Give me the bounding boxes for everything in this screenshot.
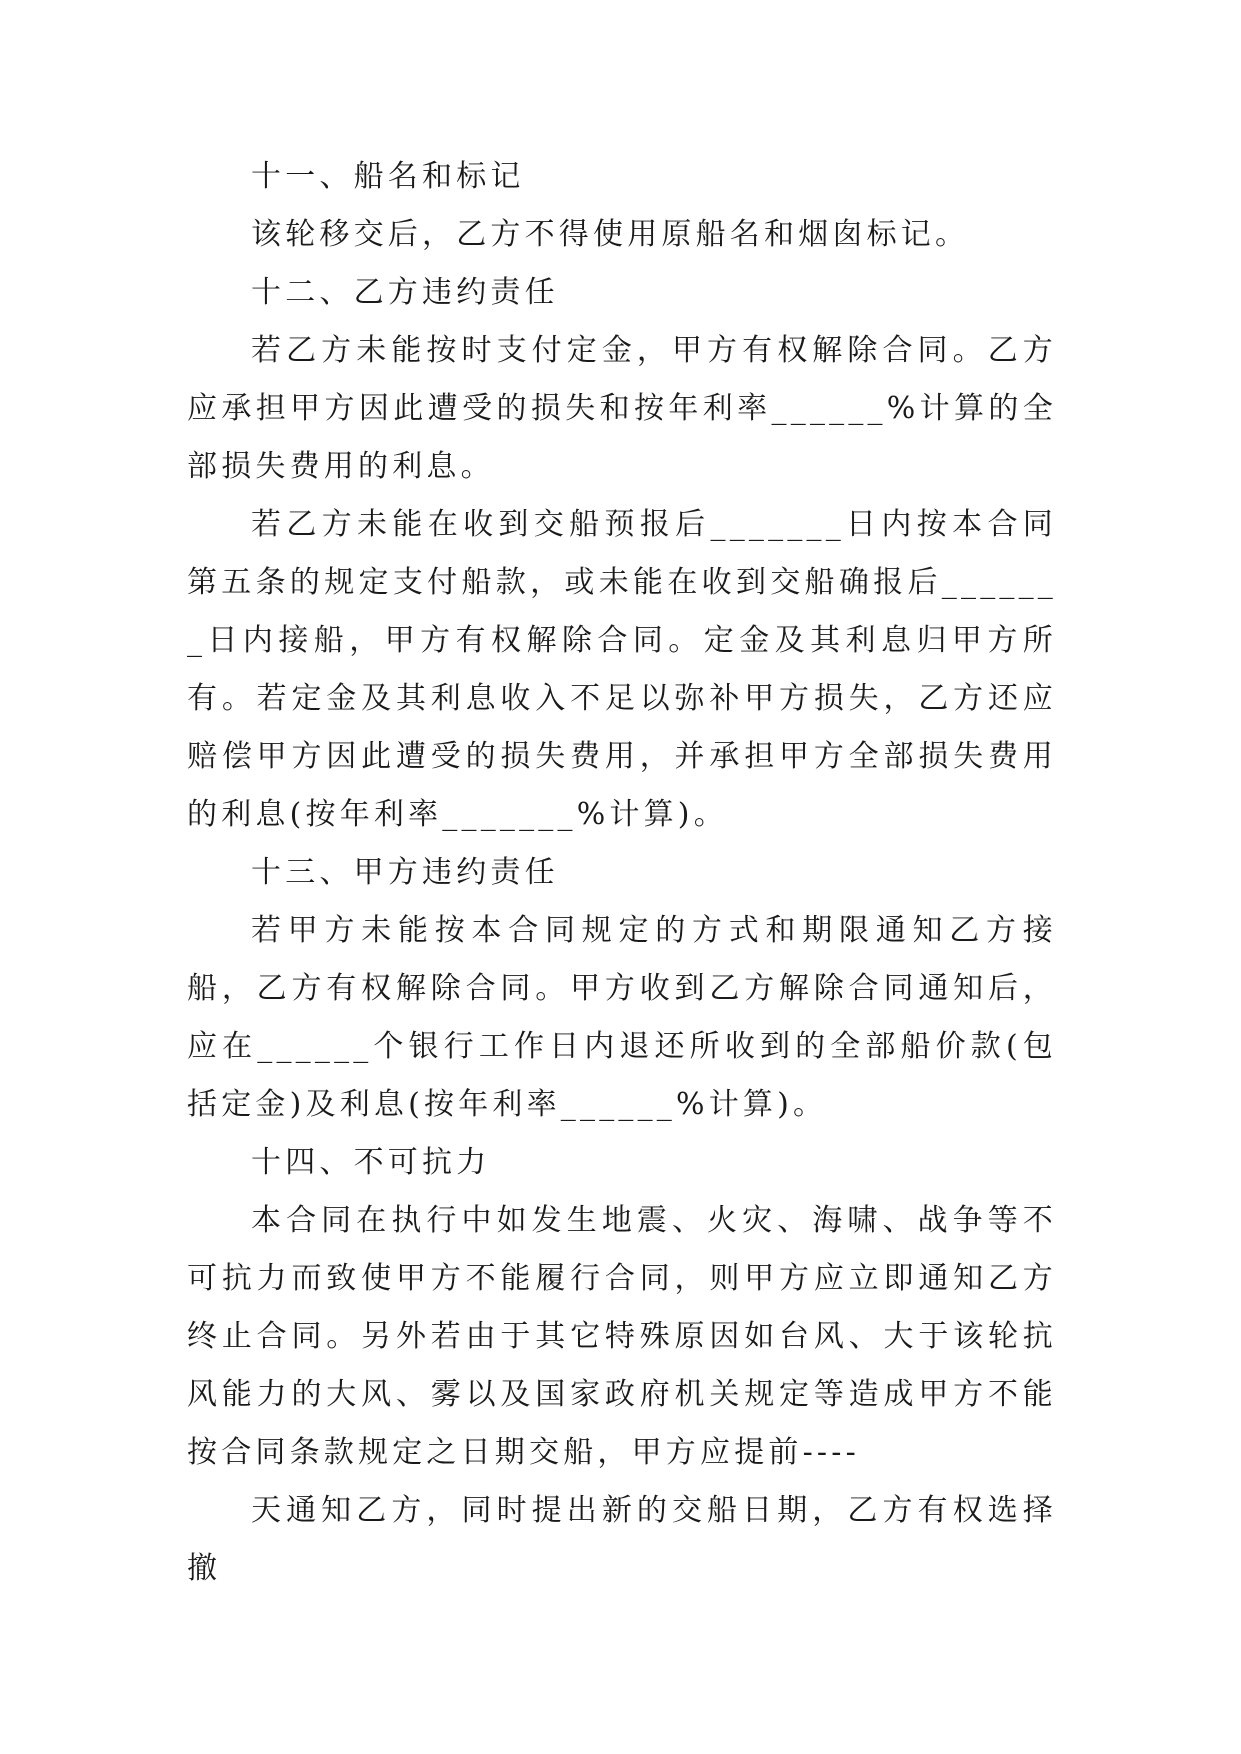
paragraph-force-majeure: 本合同在执行中如发生地震、火灾、海啸、战争等不可抗力而致使甲方不能履行合同，则甲方应立即通知乙方终止合同。另外若由于其它特殊原因如台风、大于该轮抗风能力的大风、雾以及国家政府机关规定等造成甲方不能按合同条款规定之日期交船，甲方应提前---- [187, 1203, 1057, 1470]
paragraph-notice: 天通知乙方，同时提出新的交船日期，乙方有权选择撤 [187, 1493, 1057, 1586]
section-heading-12: 十二、乙方违约责任 [251, 275, 559, 310]
paragraph-deposit-default: 若乙方未能按时支付定金，甲方有权解除合同。乙方应承担甲方因此遭受的损失和按年利率______%计算的全部损失费用的利息。 [187, 333, 1057, 484]
paragraph-payment-default: 若乙方未能在收到交船预报后_______日内按本合同第五条的规定支付船款，或未能在收到交船确报后_______日内接船，甲方有权解除合同。定金及其利息归甲方所有。若定金及其利息收入不足以弥补甲方损失，乙方还应赔偿甲方因此遭受的损失费用，并承担甲方全部损失费用的利息(按年利率_______%计算)。 [187, 507, 1057, 832]
section-heading-14: 十四、不可抗力 [251, 1145, 491, 1180]
paragraph-seller-default: 若甲方未能按本合同规定的方式和期限通知乙方接船，乙方有权解除合同。甲方收到乙方解除合同通知后，应在______个银行工作日内退还所收到的全部船价款(包括定金)及利息(按年利率______%计算)。 [187, 913, 1057, 1122]
section-heading-11: 十一、船名和标记 [251, 159, 525, 194]
section-heading-13: 十三、甲方违约责任 [251, 855, 559, 890]
paragraph-ship-name: 该轮移交后，乙方不得使用原船名和烟囱标记。 [251, 217, 970, 252]
contract-body [187, 148, 1057, 1598]
